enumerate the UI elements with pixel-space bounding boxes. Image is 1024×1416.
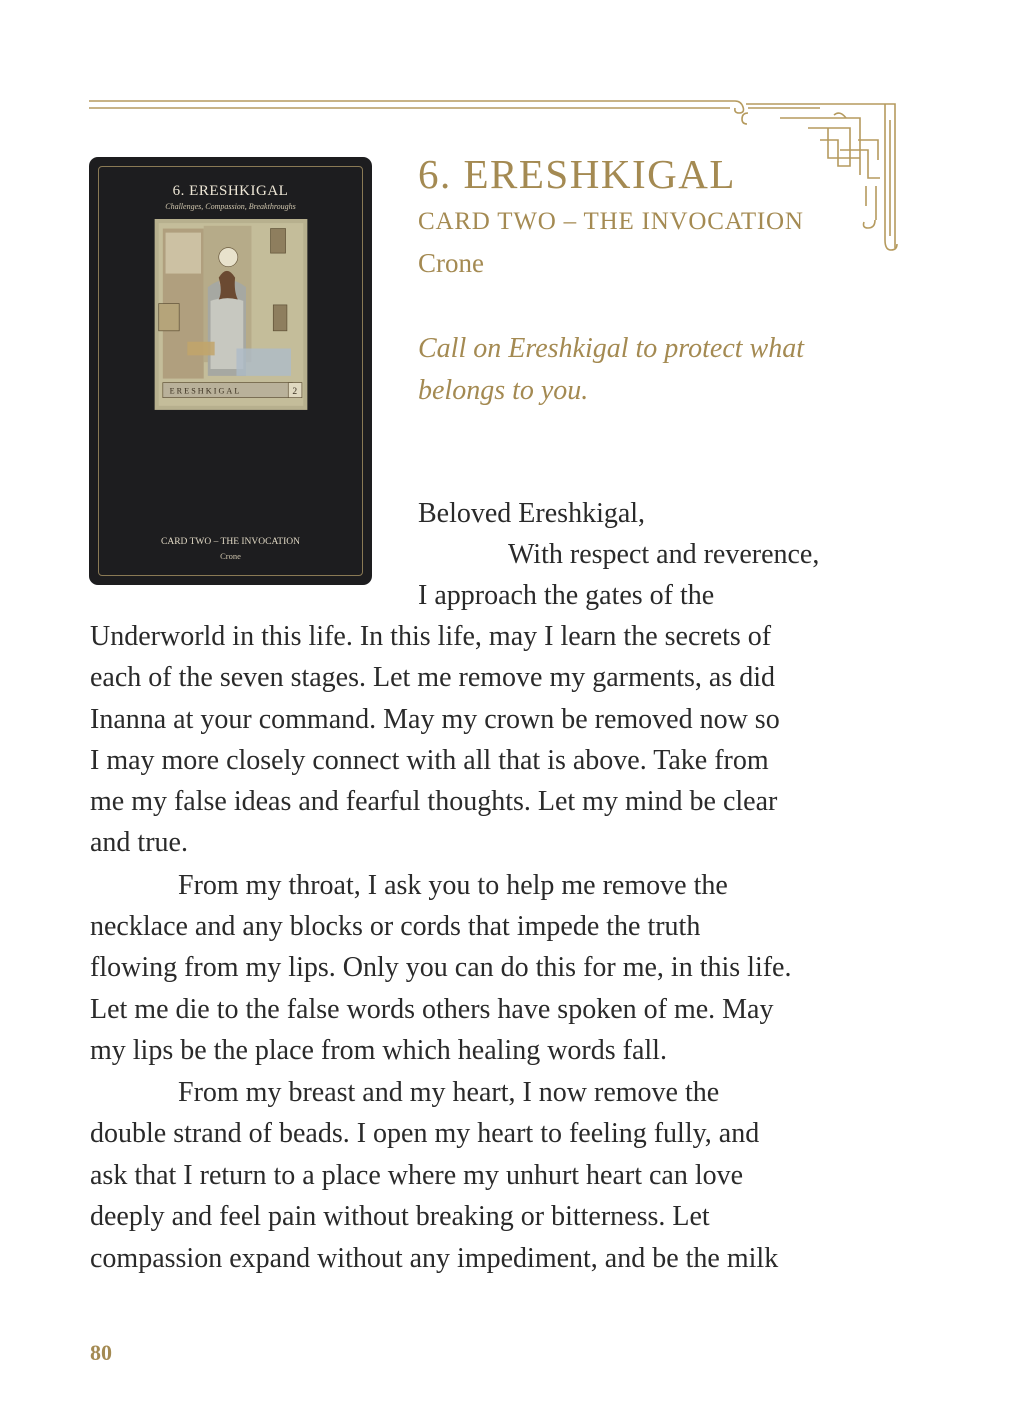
- body-line: I approach the gates of the: [418, 580, 715, 611]
- body-line: Underworld in this life. In this life, may I learn the secrets of: [90, 621, 772, 652]
- card-title: 6. ERESHKIGAL: [172, 183, 289, 199]
- body-line: double strand of beads. I open my heart to feeling fully, and: [90, 1118, 760, 1149]
- card-footer-title: CARD TWO – THE INVOCATION: [161, 537, 300, 547]
- body-line: compassion expand without any impediment, and be the milk: [90, 1243, 779, 1274]
- tagline: Call on Ereshkigal to protect what belongs to you.: [418, 333, 805, 406]
- body-line: deeply and feel pain without breaking or bitterness. Let: [90, 1201, 710, 1232]
- body-line: my lips be the place from which healing words fall.: [90, 1035, 667, 1066]
- body-line: ask that I return to a place where my unhurt heart can love: [90, 1160, 744, 1191]
- body-line: necklace and any blocks or cords that impede the truth: [90, 911, 701, 942]
- page-number: 80: [90, 1340, 112, 1365]
- body-line: With respect and reverence,: [508, 539, 820, 570]
- body-line: Inanna at your command. May my crown be removed now so: [90, 704, 780, 735]
- page-title: 6. ERESHKIGAL: [418, 151, 736, 197]
- card-footer-archetype: Crone: [220, 551, 241, 561]
- page-subtitle: CARD TWO – THE INVOCATION: [418, 208, 804, 235]
- archetype-label: Crone: [418, 248, 484, 278]
- card-illustration: [119, 219, 343, 519]
- body-line: and true.: [90, 827, 188, 858]
- body-line: me my false ideas and fearful thoughts. Let my mind be clear: [90, 786, 778, 817]
- body-line: From my throat, I ask you to help me remove the: [178, 870, 728, 901]
- card-art-number: 2: [292, 386, 298, 398]
- body-line: each of the seven stages. Let me remove my garments, as did: [90, 662, 775, 693]
- body-line: I may more closely connect with all that is above. Take from: [90, 745, 769, 776]
- body-line: Beloved Ereshkigal,: [418, 498, 646, 529]
- card-subtitle: Challenges, Compassion, Breakthroughs: [165, 202, 296, 211]
- body-line: Let me die to the false words others have spoken of me. May: [90, 994, 774, 1025]
- body-line: From my breast and my heart, I now remove the: [178, 1077, 720, 1108]
- oracle-card-image: [89, 157, 372, 585]
- card-art-label: ERESHKIGAL: [169, 386, 242, 396]
- body-line: flowing from my lips. Only you can do this for me, in this life.: [90, 952, 792, 983]
